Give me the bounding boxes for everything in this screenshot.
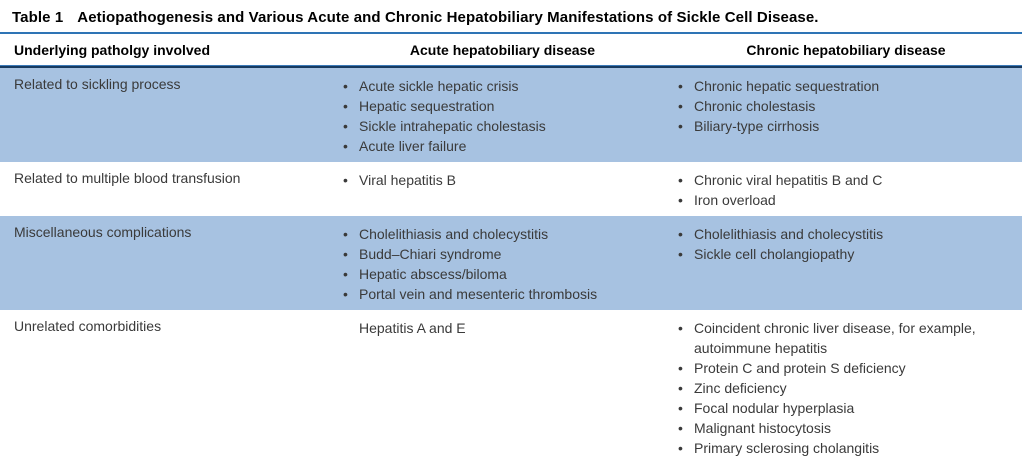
list-item: • Malignant histocytosis <box>670 418 988 438</box>
list-item: • Budd–Chiari syndrome <box>335 244 653 264</box>
list-item: • Primary sclerosing cholangitis <box>670 438 988 458</box>
list-item: • Acute sickle hepatic crisis <box>335 76 653 96</box>
list-item: • Viral hepatitis B <box>335 170 653 190</box>
table-row <box>0 310 1022 463</box>
acute-cell <box>335 216 670 310</box>
list-item: • Focal nodular hyperplasia <box>670 398 988 418</box>
chronic-list <box>670 170 1018 210</box>
col-header-pathology: Underlying patholgy involved <box>14 42 211 58</box>
list-item: • Hepatic abscess/biloma <box>335 264 653 284</box>
pathology-cell: Unrelated comorbidities <box>14 318 162 334</box>
acute-cell <box>335 68 670 162</box>
table-number: Table 1 <box>12 9 64 26</box>
list-item: • Chronic cholestasis <box>670 96 988 116</box>
table-row <box>0 162 1022 216</box>
pathology-cell: Related to sickling process <box>14 76 181 92</box>
list-item: • Acute liver failure <box>335 136 653 156</box>
pathology-cell: Related to multiple blood transfusion <box>14 170 241 186</box>
col-header-acute: Acute hepatobiliary disease <box>409 42 596 58</box>
chronic-list <box>670 224 1018 264</box>
list-item: • Iron overload <box>670 190 988 210</box>
chronic-cell <box>670 310 1022 463</box>
col-header-chronic: Chronic hepatobiliary disease <box>746 42 946 58</box>
chronic-list <box>670 318 1018 458</box>
list-item: • Zinc deficiency <box>670 378 988 398</box>
table-row <box>0 68 1022 162</box>
list-item: • Biliary-type cirrhosis <box>670 116 988 136</box>
table-row <box>0 216 1022 310</box>
list-item: • Coincident chronic liver disease, for example, autoimmune hepatitis <box>670 318 988 358</box>
list-item: • Cholelithiasis and cholecystitis <box>670 224 988 244</box>
acute-list <box>335 170 666 190</box>
table-title <box>0 0 1022 32</box>
list-item: • Hepatic sequestration <box>335 96 653 116</box>
list-item: • Chronic viral hepatitis B and C <box>670 170 988 190</box>
list-item: • Sickle intrahepatic cholestasis <box>335 116 653 136</box>
list-item: • Portal vein and mesenteric thrombosis <box>335 284 653 304</box>
chronic-cell <box>670 68 1022 162</box>
acute-cell <box>335 162 670 216</box>
table-title-text: Aetiopathogenesis and Various Acute and Chronic Hepatobiliary Manifestations of Sickle Cell Disease. <box>77 9 819 26</box>
chronic-cell <box>670 216 1022 310</box>
header-row <box>0 34 1022 65</box>
list-item: • Sickle cell cholangiopathy <box>670 244 988 264</box>
chronic-cell <box>670 162 1022 216</box>
list-item: • Protein C and protein S deficiency <box>670 358 988 378</box>
chronic-list <box>670 76 1018 136</box>
list-item: • Cholelithiasis and cholecystitis <box>335 224 653 244</box>
acute-list <box>335 76 666 156</box>
plain-item: Hepatitis A and E <box>359 320 466 336</box>
list-item: • Chronic hepatic sequestration <box>670 76 988 96</box>
acute-cell <box>335 310 670 463</box>
pathology-cell: Miscellaneous complications <box>14 224 192 240</box>
acute-list <box>335 224 666 304</box>
